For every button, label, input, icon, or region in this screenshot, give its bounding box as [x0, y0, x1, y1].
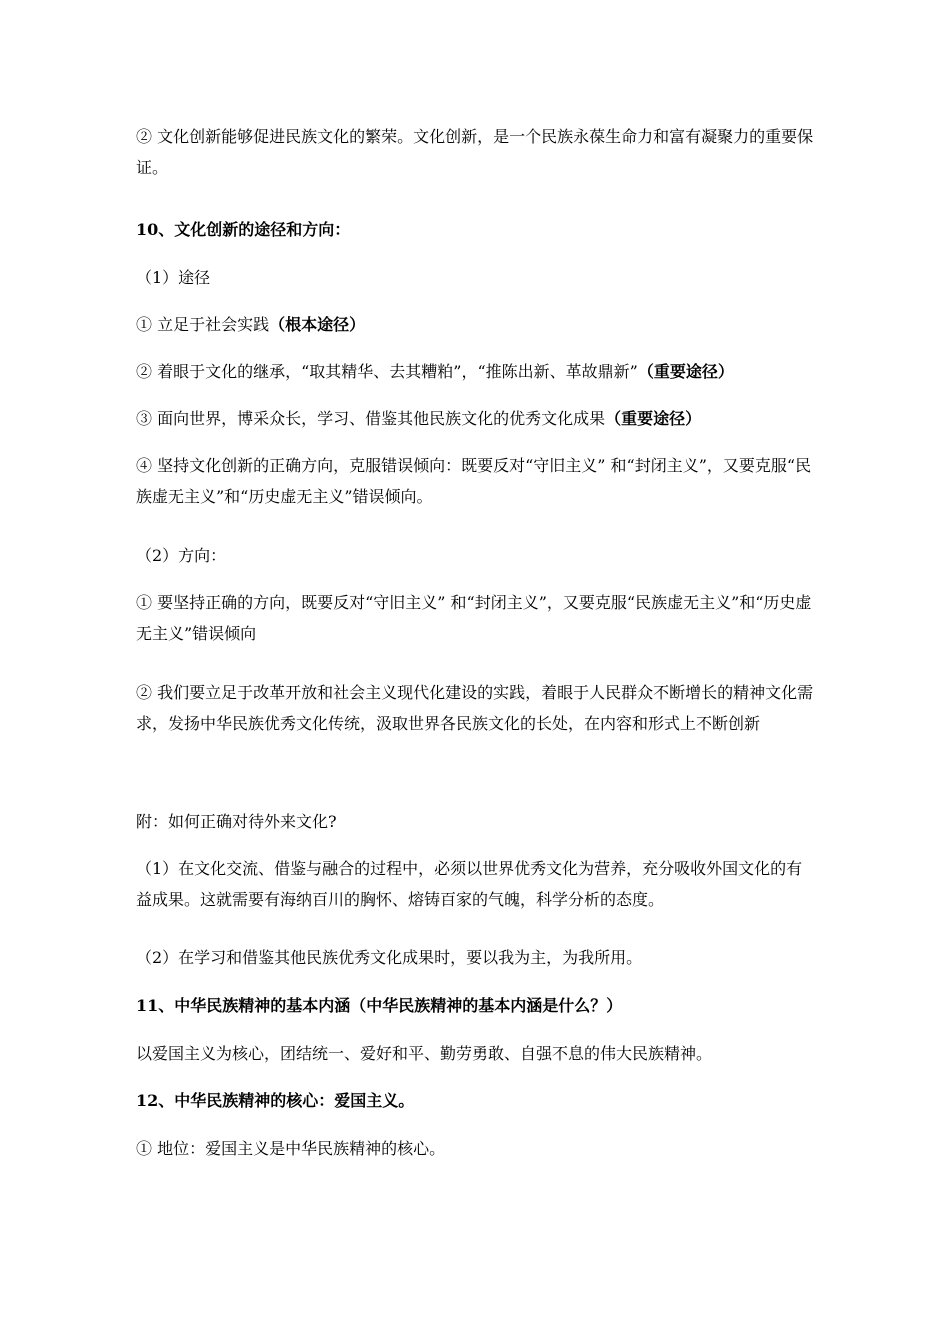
heading-11: 11、中华民族精神的基本内涵（中华民族精神的基本内涵是什么？）	[136, 996, 623, 1015]
paragraph-spirit-content: 以爱国主义为核心，团结统一、爱好和平、勤劳勇敢、自强不息的伟大民族精神。	[136, 1044, 713, 1063]
appendix-question: 附：如何正确对待外来文化?	[136, 812, 337, 831]
path-3-text: ③ 面向世界，博采众长，学习、借鉴其他民族文化的优秀文化成果	[136, 409, 606, 428]
heading-10: 10、文化创新的途径和方向：	[136, 220, 351, 239]
subheading-direction: （2）方向：	[136, 546, 227, 565]
path-3-note: （重要途径）	[605, 409, 702, 428]
path-2-note: （重要途径）	[637, 362, 734, 381]
list-item-path-1	[136, 309, 816, 340]
appendix-point-2: （2）在学习和借鉴其他民族优秀文化成果时，要以我为主，为我所用。	[136, 948, 643, 967]
list-item-direction-2: ② 我们要立足于改革开放和社会主义现代化建设的实践，着眼于人民群众不断增长的精神文化需求，发扬中华民族优秀文化传统，汲取世界各民族文化的长处，在内容和形式上不断创新	[136, 683, 814, 733]
list-item-path-2	[136, 356, 816, 387]
path-1-text: ① 立足于社会实践	[136, 315, 270, 334]
paragraph-culture-innovation-prosperity: ② 文化创新能够促进民族文化的繁荣。文化创新，是一个民族永葆生命力和富有凝聚力的重要保证。	[136, 127, 814, 177]
list-item-direction-1: ① 要坚持正确的方向，既要反对“守旧主义” 和“封闭主义”，又要克服“民族虚无主义”和“历史虚无主义”错误倾向	[136, 593, 812, 643]
list-item-path-4: ④ 坚持文化创新的正确方向，克服错误倾向：既要反对“守旧主义” 和“封闭主义”，又要克服“民族虚无主义”和“历史虚无主义”错误倾向。	[136, 456, 812, 506]
appendix-point-1: （1）在文化交流、借鉴与融合的过程中，必须以世界优秀文化为营养，充分吸收外国文化的有益成果。这就需要有海纳百川的胸怀、熔铸百家的气魄，科学分析的态度。	[136, 859, 803, 909]
path-2-text: ② 着眼于文化的继承，“取其精华、去其糟粕”，“推陈出新、革故鼎新”	[136, 362, 638, 381]
subheading-paths: （1）途径	[136, 268, 211, 287]
heading-12: 12、中华民族精神的核心：爱国主义。	[136, 1091, 415, 1110]
paragraph-patriotism-status: ① 地位：爱国主义是中华民族精神的核心。	[136, 1139, 446, 1158]
list-item-path-3	[136, 403, 816, 434]
path-1-note: （根本途径）	[269, 315, 366, 334]
